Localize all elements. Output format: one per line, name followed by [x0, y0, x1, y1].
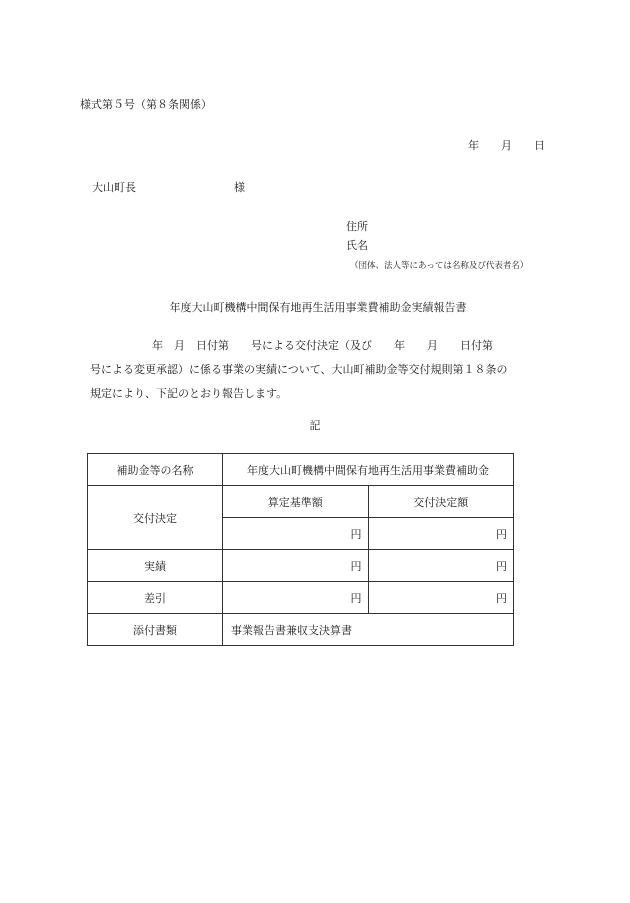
form-number: 様式第５号（第８条関係）: [80, 98, 212, 111]
date-line: [468, 137, 545, 153]
decision-amount-header: 交付決定額: [368, 486, 514, 518]
actual-col1-value: 円: [223, 550, 369, 582]
applicant-note: （団体、法人等にあっては名称及び代表者名）: [350, 261, 529, 271]
document-title: 年度大山町機構中間保有地再生活用事業費補助金実績報告書: [169, 301, 467, 314]
decision-amount-value: 円: [368, 518, 514, 550]
name-label-cell: 補助金等の名称: [88, 454, 223, 486]
body-line-2: 号による変更承認）に係る事業の実績について、大山町補助金等交付規則第１８条の: [90, 363, 508, 376]
date-day: 日: [534, 139, 545, 152]
attach-label-cell: 添付書類: [88, 614, 223, 646]
calc-base-header: 算定基準額: [223, 486, 369, 518]
addressee: 大山町長: [92, 181, 136, 194]
date-month: 月: [501, 139, 512, 152]
diff-col1-value: 円: [223, 582, 369, 614]
actual-label-cell: 実績: [88, 550, 223, 582]
decision-label-cell: 交付決定: [88, 486, 223, 550]
honorific: 様: [234, 181, 245, 194]
report-table: [87, 453, 514, 646]
diff-label-cell: 差引: [88, 582, 223, 614]
body-line-1: 年 月 日付第 号による交付決定（及び 年 月 日付第: [152, 339, 493, 352]
addressee-line: [92, 179, 245, 195]
attach-value-cell: 事業報告書兼収支決算書: [223, 614, 514, 646]
date-year: 年: [468, 139, 479, 152]
table-row-attachments: [88, 614, 514, 646]
table-row-actual: [88, 550, 514, 582]
address-label: 住所: [346, 220, 368, 233]
table-row-diff: [88, 582, 514, 614]
name-value-cell: 年度大山町機構中間保有地再生活用事業費補助金: [223, 454, 514, 486]
diff-col2-value: 円: [368, 582, 514, 614]
table-row-decision-header: [88, 486, 514, 518]
name-label: 氏名: [346, 239, 368, 252]
body-line-3: 規定により、下記のとおり報告します。: [90, 387, 288, 400]
body-paragraph: [90, 334, 550, 406]
ki-heading: 記: [309, 419, 321, 432]
table-row-name: [88, 454, 514, 486]
actual-col2-value: 円: [368, 550, 514, 582]
calc-base-value: 円: [223, 518, 369, 550]
